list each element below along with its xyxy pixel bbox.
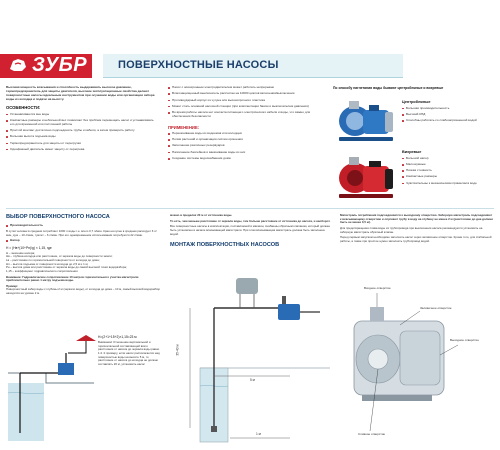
list-item: Термопредохранитель для защиты от перегрузки <box>6 142 156 146</box>
pump-types-intro: По способу нагнетания воды бывают центробежные и вихревые <box>333 86 444 90</box>
features-list <box>6 113 156 152</box>
calc-result: H=(2+1+15+2)×1,15=23 м <box>98 335 137 339</box>
brand-logo <box>8 51 92 79</box>
fill-label: Заливочное отверстие <box>420 306 452 310</box>
middle-text-section <box>170 214 332 249</box>
list-item: Простой монтаж: достаточно подсоединить трубы и кабели, а затем проверить работу <box>6 129 156 133</box>
example-diagram <box>6 333 96 443</box>
list-item: Малошумные <box>402 163 494 167</box>
middle-p2: То есть, чем меньше расстояние от зеркала воды, тем больше расстояние от источника до насоса, и наоборот. <box>170 218 331 223</box>
intro-section <box>6 86 156 154</box>
warning-text: Внимание! Отношение вертикальной и горизонтальной составляющей всего расстояния от насоса до зеркала воды равно 1:4. К примеру, если насос располагается над поверхностью воды на высоте 5 м, то расстояние от насоса до колодца не должно составлять 20 м, установить насос <box>98 340 160 366</box>
head-formula: H = (Hв+(10+Pн)/g) × 1,15, где <box>6 245 52 250</box>
centrifugal-list <box>402 107 494 123</box>
vortex-pump-image <box>333 152 399 202</box>
header <box>0 0 500 84</box>
features2-section <box>168 86 318 163</box>
list-item: Высокий КПД <box>402 113 494 117</box>
application-heading: ПРИМЕНЕНИЕ: <box>168 124 200 130</box>
list-item: Перекачивание воды из водоемов или колодцев <box>168 132 318 136</box>
productivity-label: Производительность <box>6 224 162 228</box>
middle-p1: можно в пределах 20 м от источника воды. <box>170 213 233 217</box>
list-item: Полив растений и организация систем орошения <box>168 138 318 142</box>
intro-text: Высокая мощность всасывания и способность выдерживать высокое давление, термопредохранитель для защиты двигателя, высокие эксплуатационные свойства делают поверхностные насосы идеальным инструментом при осушении воды или организации забора воды из колодца и подачи на высоту. <box>6 85 155 101</box>
outlet-label: Выходное отверстие <box>450 338 479 342</box>
list-item: Большая производительность <box>402 107 494 111</box>
distance-label: 5 м <box>250 378 255 382</box>
head-line: Pн – высота дома или расстояние от зеркала воды до самой высокой точки водоразбора; <box>6 265 127 270</box>
pump-parts-diagram <box>340 285 494 445</box>
list-item: Влагозащищенный выключатель рассчитан на 10000 циклов включения/выключения <box>168 92 318 96</box>
middle-p3: Все поверхностные насосы в комплектации, поставляемой в магазин, снабжены обратным клапаном, который должен быть установлен в начале всасывающей магистрали. При этом всасывающая магистраль должна быть заполнена водой. <box>170 224 330 236</box>
list-item: Наполнение бассейнов и вакачивание воды из них <box>168 151 318 155</box>
list-item: Чувствительны к механическим примесям в воде <box>402 182 494 186</box>
features-heading: ОСОБЕННОСТИ: <box>6 105 41 111</box>
list-item: Устанавливаются вне воды <box>6 113 156 117</box>
application-list <box>168 132 318 161</box>
hydraulic-note: Внимание: Гидравлическое сопротивление 10 метров горизонтального участка магистрали приблизительно равно 1 метру подъема воды. <box>6 274 139 283</box>
drain-label: Сливное отверстие <box>358 432 386 436</box>
right-text-section <box>340 214 494 243</box>
selection-list <box>6 224 162 228</box>
selection-section <box>6 214 162 296</box>
vortex-section <box>402 150 494 188</box>
list-item: Компактные размеры <box>402 175 494 179</box>
list-item: Противоударный корпус из чугуна или высокопрочного пластика <box>168 99 318 103</box>
installation-diagram <box>170 268 330 444</box>
example-heading: Пример: <box>6 283 19 288</box>
centrifugal-pump-image <box>333 95 399 145</box>
head-line: Lв – расстояние по горизонтальной поверхности от колодца до дома; <box>6 258 100 263</box>
pump-types-section <box>333 86 495 93</box>
list-item: Насос с асинхронным электродвигателем может работать непрерывно <box>168 86 318 90</box>
list-item: Заполнение различных резервуаров <box>168 144 318 148</box>
right-p2: Для предотвращения слива воды из трубопровода при выключении насоса рекомендуется установить на заборную магистраль обратный клапан. <box>340 225 483 234</box>
brand-name: ЗУБР <box>32 53 88 76</box>
width-label: 1 м <box>256 432 261 436</box>
right-p3: Перед первым запуском необходимо заполнить насос через заливочное отверстие. Кроме того, для стабильной работы, а также при простое нужно заполнить трубопровод водой. <box>340 235 492 243</box>
bison-logo-icon <box>8 55 28 75</box>
vortex-list <box>402 157 494 186</box>
head-line: 1,15 – коэффициент гидравлического сопротивления <box>6 268 78 273</box>
head-line: Hв – глубина колодца или расстояние, от зеркала воды до поверхности земли; <box>6 254 113 259</box>
head-line: Hп – высота подъема от поверхности колодца до 2,5 м и 1 м; <box>6 261 89 266</box>
features2-list <box>168 86 318 119</box>
list-item: Низкая стоимость <box>402 169 494 173</box>
depth-label: 35-40 м <box>175 344 180 356</box>
list-item: Однофазный двигатель имеет защиту от перегрева <box>6 148 156 152</box>
right-p1: Магистраль потребления подсоединяется к выходному отверстию. Заборную магистраль подсоединяют к всасывающему отверстию и опускают трубу в воду на глубину не менее 2 м (расстояние до дна должно быть не менее 0,5 м). <box>340 213 494 225</box>
selection-heading: ВЫБОР ПОВЕРХНОСТНОГО НАСОСА <box>6 214 110 220</box>
list-item: Компактные размеры и небольшой вес позволяют без проблем перемещать насос и устанавливать его для временной или постоянной работы <box>6 119 156 127</box>
list-item: Способны работать со слабозагрязненной водой <box>402 119 494 123</box>
centrifugal-section <box>402 100 494 125</box>
head-line: H – значение напора; <box>6 250 35 255</box>
inlet-label: Входное отверстие <box>364 286 391 290</box>
example-calc <box>98 333 162 366</box>
list-item: Во время работы насоса нет контакта питающего электрического кабеля и воды, что важно для обеспечения безопасности <box>168 111 318 119</box>
head-lines <box>6 252 162 274</box>
list-item: Может стать основной насосной станции (при комплектации баком и выключателем давления) <box>168 105 318 109</box>
list-item: Большая высота подъема воды <box>6 135 156 139</box>
page-title: ПОВЕРХНОСТНЫЕ НАСОСЫ <box>118 59 279 71</box>
vortex-heading: Вихревые <box>402 150 422 154</box>
head-label: Напор <box>6 239 162 243</box>
example-text: Поверхностный забор воды с глубины 2 м (зеркало воды), от колодца до дома – 10 м, самый высокий водоразбор находится на уровне 2 м. <box>6 287 160 296</box>
installation-heading: МОНТАЖ ПОВЕРХНОСТНЫХ НАСОСОВ <box>170 242 280 249</box>
list-item: Создание системы водоснабжения дома <box>168 157 318 161</box>
productivity-text: В сутки человек в среднем потребляет 1000 л воды т.е. всего 0,7 л/мин. Кран на кухне в среднем расходует 6 л/мин, душ – 10 л/мин, туалет – 6 л/мин. При его одновременном использовании потребуется 22 л/мин. <box>6 229 157 237</box>
head-list <box>6 239 162 243</box>
section-divider <box>6 208 494 209</box>
list-item: Большой напор <box>402 157 494 161</box>
centrifugal-heading: Центробежные <box>402 100 431 104</box>
